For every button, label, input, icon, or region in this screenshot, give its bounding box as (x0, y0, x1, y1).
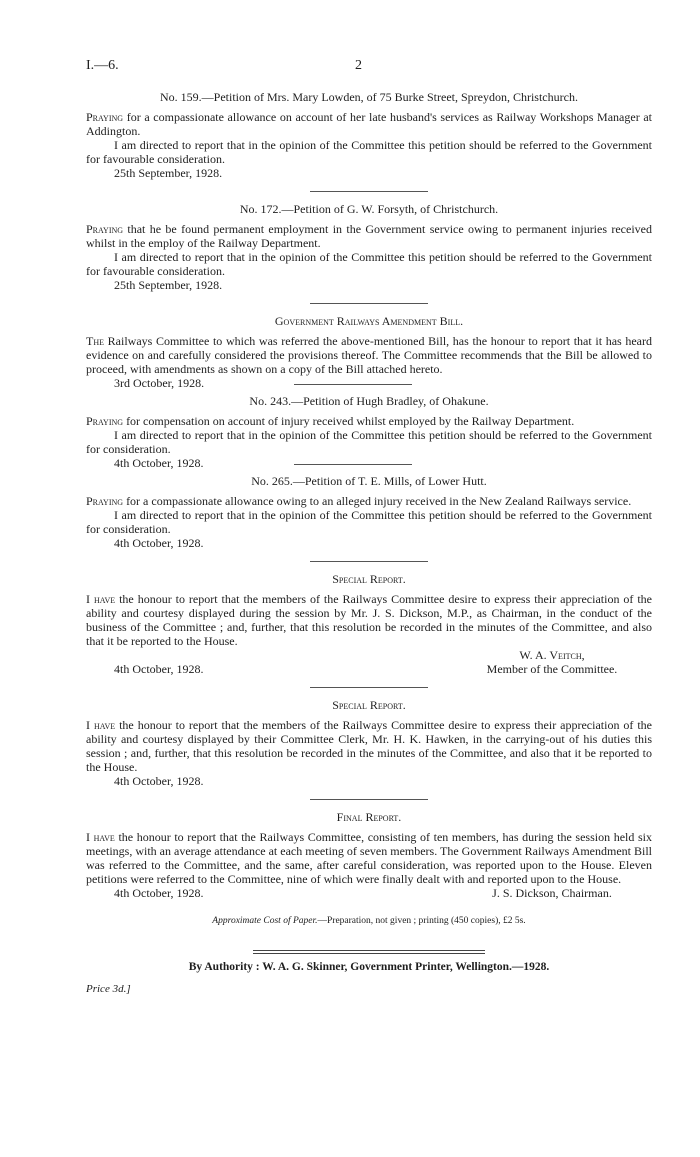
special-report-chairman (86, 572, 652, 676)
cost-label: Approximate Cost of Paper. (212, 916, 318, 926)
section-title: Special Report. (332, 572, 406, 586)
signature-row (86, 662, 652, 676)
section-body: I am directed to report that in the opinion of the Committee this petition should be referred to the Government for favourable consideration. (86, 250, 652, 278)
signature-name: W. A. Veitch, (519, 648, 585, 662)
opening-text: for compensation on account of injury received whilst employed by the Railway Department. (123, 414, 575, 428)
section-date: 4th October, 1928. (114, 662, 204, 676)
signature-row (86, 886, 652, 900)
section-opening (86, 222, 652, 250)
section-opening (86, 334, 652, 376)
section-date: 4th October, 1928. (114, 774, 204, 788)
opening-word: Praying (86, 494, 124, 508)
section-date (86, 456, 652, 470)
page-header (86, 58, 652, 76)
date-text: 4th October, 1928. (114, 456, 204, 470)
signature-role: Member of the Committee. (486, 662, 618, 676)
petition-243 (86, 394, 652, 470)
page-number: 2 (355, 58, 362, 73)
opening-text: for a compassionate allowance owing to an alleged injury received in the New Zealand Railways service. (123, 494, 632, 508)
section-opening (86, 718, 652, 774)
petition-265 (86, 474, 652, 550)
section-opening (86, 494, 652, 508)
special-report-clerk (86, 698, 652, 788)
section-opening (86, 592, 652, 648)
opening-word: Praying (86, 222, 124, 236)
petition-172 (86, 202, 652, 292)
section-date: 4th October, 1928. (114, 886, 204, 900)
divider (86, 292, 652, 314)
opening-text: that he be found permanent employment in the Government service owing to permanent injuries received whilst in the employ of the Railway Department. (86, 222, 652, 250)
divider (86, 676, 652, 698)
section-body: I am directed to report that in the opinion of the Committee this petition should be referred to the Government for consideration. (86, 508, 652, 536)
section-title: No. 172.—Petition of G. W. Forsyth, of Christchurch. (239, 202, 499, 216)
opening-word: Praying (86, 110, 124, 124)
section-title: No. 243.—Petition of Hugh Bradley, of Ohakune. (249, 394, 489, 408)
section-date: 25th September, 1928. (114, 166, 223, 180)
authority-line: By Authority : W. A. G. Skinner, Government Printer, Wellington.—1928. (188, 961, 550, 973)
date-text: 3rd October, 1928. (114, 376, 205, 390)
divider (294, 384, 412, 385)
section-opening (86, 110, 652, 138)
section-date: 25th September, 1928. (114, 278, 223, 292)
opening-text: the honour to report that the Railways Committee, consisting of ten members, has during the session held six meetings, with an average attendance at each meeting of seven members. The Government Railways Amendment Bill was referred to the Committee, and the same, after careful consideration, was reported upon to the House. Eleven petitions were referred to the Committee, nine of which were finally dealt with and reported upon to the House. (86, 830, 652, 886)
document-reference: I.—6. (86, 58, 119, 73)
divider (294, 464, 412, 465)
divider (86, 550, 652, 572)
section-title: No. 159.—Petition of Mrs. Mary Lowden, of 75 Burke Street, Spreydon, Christchurch. (160, 90, 578, 104)
authority-rules (253, 950, 485, 954)
opening-word: I have (86, 592, 116, 606)
cost-text: —Preparation, not given ; printing (450 copies), £2 5s. (317, 916, 526, 926)
divider (86, 788, 652, 810)
signature-row (86, 648, 652, 662)
section-date (86, 376, 652, 390)
petition-159 (86, 90, 652, 180)
railways-amendment-bill (86, 314, 652, 390)
section-body: I am directed to report that in the opinion of the Committee this petition should be referred to the Government for favourable consideration. (86, 138, 652, 166)
section-title: Special Report. (332, 698, 406, 712)
opening-word: I have (86, 718, 116, 732)
opening-word: Praying (86, 414, 124, 428)
section-body: I am directed to report that in the opinion of the Committee this petition should be referred to the Government for consideration. (86, 428, 652, 456)
opening-text: for a compassionate allowance on account of her late husband's services as Railway Workshops Manager at Addington. (86, 110, 652, 138)
chairman-signature: J. S. Dickson, Chairman. (492, 886, 612, 900)
section-opening (86, 830, 652, 886)
final-report (86, 810, 652, 900)
opening-word: I have (86, 830, 115, 844)
section-title: No. 265.—Petition of T. E. Mills, of Lower Hutt. (251, 474, 487, 488)
opening-text: the honour to report that the members of the Railways Committee desire to express their appreciation of the ability and courtesy displayed by their Committee Clerk, Mr. H. K. Hawken, in the carrying-out of his duties this session ; and, further, that this resolution be recorded in the minutes of the Committee, and also that it be reported to the House. (86, 718, 652, 774)
document-body (86, 90, 652, 996)
cost-of-paper (86, 914, 652, 928)
divider (86, 180, 652, 202)
price-note: Price 3d.] (86, 983, 131, 995)
section-title: Government Railways Amendment Bill. (274, 314, 464, 328)
section-opening (86, 414, 652, 428)
opening-text: the honour to report that the members of the Railways Committee desire to express their appreciation of the ability and courtesy displayed during the session by Mr. J. S. Dickson, M.P., as Chairman, in the conduct of the business of the Committee ; and, further, that this resolution be recorded in the minutes of the Committee, and also that it be reported to the House. (86, 592, 652, 648)
section-title: Final Report. (336, 810, 402, 824)
section-date: 4th October, 1928. (114, 536, 204, 550)
opening-word: The (86, 334, 104, 348)
opening-text: Railways Committee to which was referred the above-mentioned Bill, has the honour to report that it has heard evidence on and carefully considered the provisions thereof. The Committee recommends that the Bill be allowed to proceed, with amendments as shown on a copy of the Bill attached hereto. (86, 334, 652, 376)
